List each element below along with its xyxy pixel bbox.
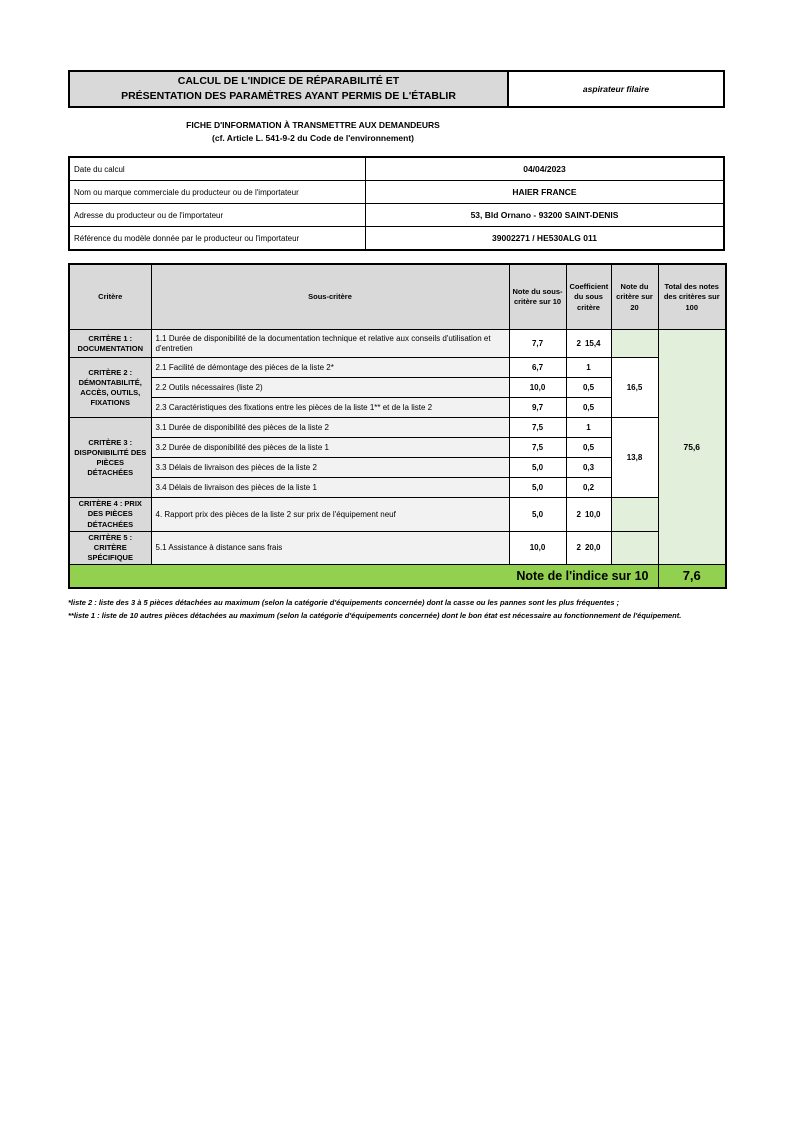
coefficient-2-2: 0,5 xyxy=(566,378,611,398)
info-value: 04/04/2023 xyxy=(366,157,725,181)
criterion-2-cell: CRITÈRE 2 : DÉMONTABILITÉ, ACCÈS, OUTILS, FIXATIONS xyxy=(69,358,151,418)
footnote-liste-2: *liste 2 : liste des 3 à 5 pièces détachées au maximum (selon la catégorie d'équipements concernée) dont la casse ou les pannes sont les plus fréquentes ; xyxy=(68,597,620,607)
subcriterion-4-text: 4. Rapport prix des pièces de la liste 2 sur prix de l'équipement neuf xyxy=(151,498,509,531)
criteria-table-header-row xyxy=(69,264,726,330)
note20-criterion-2: 16,5 xyxy=(611,358,658,418)
subcriterion-5-1-text: 5.1 Assistance à distance sans frais xyxy=(151,531,509,564)
coefficient-5-1 xyxy=(566,531,611,564)
criterion-1-cell: CRITÈRE 1 : DOCUMENTATION xyxy=(69,330,151,358)
note10-4: 5,0 xyxy=(509,498,566,531)
note20-criterion-4-empty xyxy=(611,498,658,531)
subtitle-line-2: (cf. Article L. 541-9-2 du Code de l'environnement) xyxy=(212,133,414,144)
subcriterion-3-2-text: 3.2 Durée de disponibilité des pièces de la liste 1 xyxy=(151,438,509,458)
subcriterion-2-1-text: 2.1 Facilité de démontage des pièces de la liste 2* xyxy=(151,358,509,378)
note20-criterion-1-empty xyxy=(611,330,658,358)
criterion-3-cell: CRITÈRE 3 : DISPONIBILITÉ DES PIÈCES DÉTACHÉES xyxy=(69,418,151,498)
note10-1-1: 7,7 xyxy=(509,330,566,358)
note10-2-1: 6,7 xyxy=(509,358,566,378)
info-row-producer xyxy=(69,181,724,204)
info-row-address xyxy=(69,204,724,227)
row-2-1 xyxy=(69,358,726,378)
header-critere: Critère xyxy=(69,264,151,330)
row-1-1 xyxy=(69,330,726,358)
info-row-model-reference xyxy=(69,227,724,251)
subcriterion-3-3-text: 3.3 Délais de livraison des pièces de la liste 2 xyxy=(151,458,509,478)
criterion-4-cell: CRITÈRE 4 : PRIX DES PIÈCES DÉTACHÉES xyxy=(69,498,151,531)
info-value: 39002271 / HE530ALG 011 xyxy=(366,227,725,251)
document-title xyxy=(70,72,509,106)
document-subtitle xyxy=(68,119,558,145)
note20-inline-value: 20,0 xyxy=(584,543,601,553)
row-3-1 xyxy=(69,418,726,438)
coefficient-value: 2 xyxy=(576,339,581,349)
header-note-sous-critere: Note du sous-critère sur 10 xyxy=(509,264,566,330)
header-total-100: Total des notes des critères sur 100 xyxy=(658,264,726,330)
criterion-5-cell: CRITÈRE 5 : CRITÈRE SPÉCIFIQUE xyxy=(69,531,151,564)
criteria-table xyxy=(68,263,727,588)
header-note-critere-20: Note du critère sur 20 xyxy=(611,264,658,330)
info-label: Date du calcul xyxy=(69,157,366,181)
product-category: aspirateur filaire xyxy=(509,72,723,106)
note20-criterion-5-empty xyxy=(611,531,658,564)
coefficient-1-1 xyxy=(566,330,611,358)
subcriterion-1-1-text: 1.1 Durée de disponibilité de la documentation technique et relative aux conseils d'utilisation et d'entretien xyxy=(151,330,509,358)
note10-3-1: 7,5 xyxy=(509,418,566,438)
coefficient-2-3: 0,5 xyxy=(566,398,611,418)
note10-3-4: 5,0 xyxy=(509,478,566,498)
note10-3-3: 5,0 xyxy=(509,458,566,478)
info-label: Référence du modèle donnée par le producteur ou l'importateur xyxy=(69,227,366,251)
title-line-1: CALCUL DE L'INDICE DE RÉPARABILITÉ ET xyxy=(177,75,400,88)
row-5-1 xyxy=(69,531,726,564)
header-coefficient: Coefficient du sous critère xyxy=(566,264,611,330)
footnote-liste-1: **liste 1 : liste de 10 autres pièces détachées au maximum (selon la catégorie d'équipements concernée) dont le bon état est nécessaire au fonctionnement de l'équipement. xyxy=(68,610,682,620)
coefficient-4 xyxy=(566,498,611,531)
info-value: HAIER FRANCE xyxy=(366,181,725,204)
info-table xyxy=(68,156,725,251)
row-4 xyxy=(69,498,726,531)
subtitle-line-1: FICHE D'INFORMATION À TRANSMETTRE AUX DEMANDEURS xyxy=(186,120,440,130)
header-sous-critere: Sous-critère xyxy=(151,264,509,330)
note20-inline-value: 10,0 xyxy=(584,510,601,520)
note10-3-2: 7,5 xyxy=(509,438,566,458)
final-score-row xyxy=(69,565,726,588)
total-100-cell: 75,6 xyxy=(658,330,726,565)
coefficient-3-1: 1 xyxy=(566,418,611,438)
subcriterion-3-4-text: 3.4 Délais de livraison des pièces de la liste 1 xyxy=(151,478,509,498)
subcriterion-2-3-text: 2.3 Caractéristiques des fixations entre les pièces de la liste 1** et de la liste 2 xyxy=(151,398,509,418)
coefficient-3-4: 0,2 xyxy=(566,478,611,498)
coefficient-2-1: 1 xyxy=(566,358,611,378)
info-label: Adresse du producteur ou de l'importateur xyxy=(69,204,366,227)
info-label: Nom ou marque commerciale du producteur ou de l'importateur xyxy=(69,181,366,204)
final-score-value: 7,6 xyxy=(658,565,726,588)
note20-inline-value: 15,4 xyxy=(584,339,601,349)
note10-2-3: 9,7 xyxy=(509,398,566,418)
coefficient-value: 2 xyxy=(576,543,581,553)
coefficient-3-2: 0,5 xyxy=(566,438,611,458)
note20-criterion-3: 13,8 xyxy=(611,418,658,498)
subcriterion-2-2-text: 2.2 Outils nécessaires (liste 2) xyxy=(151,378,509,398)
title-line-2: PRÉSENTATION DES PARAMÈTRES AYANT PERMIS DE L'ÉTABLIR xyxy=(121,90,456,102)
note10-2-2: 10,0 xyxy=(509,378,566,398)
coefficient-3-3: 0,3 xyxy=(566,458,611,478)
info-value: 53, Bld Ornano - 93200 SAINT-DENIS xyxy=(366,204,725,227)
document-header xyxy=(68,70,725,108)
final-score-label: Note de l'indice sur 10 xyxy=(69,565,658,588)
coefficient-value: 2 xyxy=(576,510,581,520)
note10-5-1: 10,0 xyxy=(509,531,566,564)
subcriterion-3-1-text: 3.1 Durée de disponibilité des pièces de la liste 2 xyxy=(151,418,509,438)
footnotes xyxy=(68,596,725,622)
info-row-date xyxy=(69,157,724,181)
document-content xyxy=(68,70,725,622)
